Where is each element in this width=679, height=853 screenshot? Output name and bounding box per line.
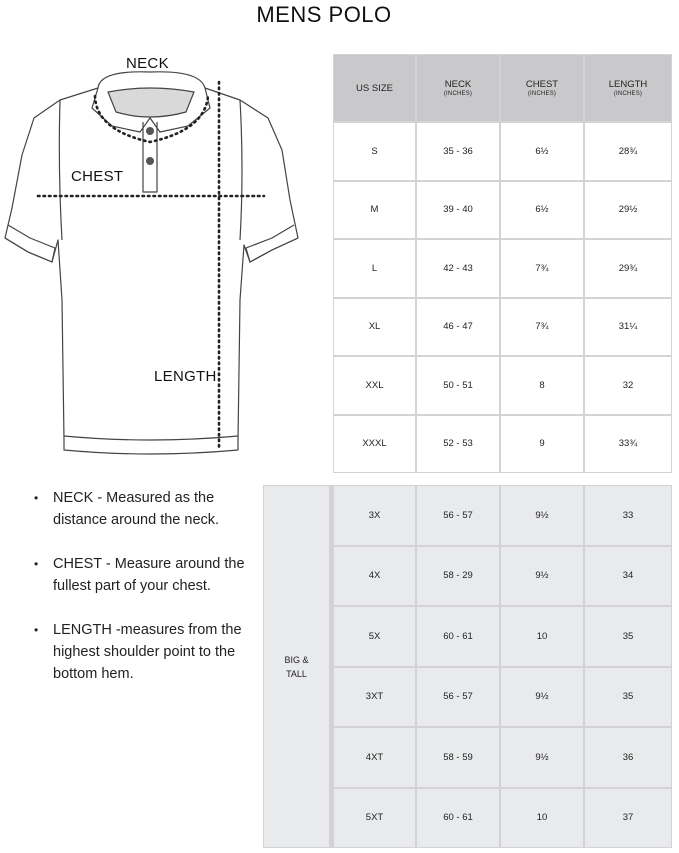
big-tall-cell-length: 35 [585, 607, 671, 666]
table-cell-neck: 46 - 47 [417, 299, 499, 356]
table-header-cell [501, 55, 583, 121]
table-cell-neck: 52 - 53 [417, 416, 499, 473]
note-text: CHEST - Measure around the fullest part of your chest. [53, 556, 245, 594]
measurement-notes [30, 487, 245, 707]
big-tall-cell-neck: 56 - 57 [417, 668, 499, 727]
big-tall-cell-neck: 56 - 57 [417, 486, 499, 545]
table-cell-chest: 9 [501, 416, 583, 473]
big-tall-cell-size: 4X [334, 547, 415, 606]
big-tall-cell-size: 4XT [334, 728, 415, 787]
big-tall-cell-neck: 60 - 61 [417, 789, 499, 848]
note-item [30, 553, 245, 597]
table-cell-chest: 7¾ [501, 240, 583, 297]
table-header-unit: (INCHES) [527, 90, 557, 97]
note-item [30, 487, 245, 531]
big-tall-cell-chest: 10 [501, 789, 583, 848]
big-tall-cell-neck: 60 - 61 [417, 607, 499, 666]
big-tall-cell-chest: 10 [501, 607, 583, 666]
big-tall-cell-length: 34 [585, 547, 671, 606]
button-icon [146, 157, 154, 165]
length-label: LENGTH [154, 368, 217, 385]
big-tall-label-line2: TALL [286, 668, 307, 679]
table-cell-neck: 35 - 36 [417, 123, 499, 180]
note-text: LENGTH -measures from the highest shoulder point to the bottom hem. [53, 622, 242, 682]
bullet-icon: • [34, 557, 39, 571]
big-tall-cell-chest: 9½ [501, 547, 583, 606]
big-tall-cell-neck: 58 - 59 [417, 728, 499, 787]
table-header-cell [334, 55, 415, 121]
big-tall-cell-length: 36 [585, 728, 671, 787]
note-text: NECK - Measured as the distance around the neck. [53, 490, 220, 528]
table-cell-size: XXL [334, 357, 415, 414]
big-tall-cell-neck: 58 - 29 [417, 547, 499, 606]
big-tall-cell-size: 3XT [334, 668, 415, 727]
table-cell-chest: 8 [501, 357, 583, 414]
big-tall-cell-length: 35 [585, 668, 671, 727]
table-header-unit: (INCHES) [613, 90, 643, 97]
bullet-icon: • [34, 491, 39, 505]
bullet-icon: • [34, 623, 39, 637]
table-cell-length: 29¾ [585, 240, 671, 297]
table-header-label: NECK [444, 78, 472, 90]
big-tall-cell-length: 37 [585, 789, 671, 848]
big-tall-label-line1: BIG & [284, 654, 309, 665]
table-cell-length: 33¾ [585, 416, 671, 473]
big-tall-cell-chest: 9½ [501, 486, 583, 545]
table-cell-size: S [334, 123, 415, 180]
table-cell-chest: 7¾ [501, 299, 583, 356]
table-cell-size: M [334, 182, 415, 239]
big-tall-cell-chest: 9½ [501, 668, 583, 727]
big-tall-cell-size: 3X [334, 486, 415, 545]
table-header-label: US SIZE [356, 82, 393, 94]
table-header-cell [585, 55, 671, 121]
big-tall-cell-size: 5XT [334, 789, 415, 848]
big-tall-cell-size: 5X [334, 607, 415, 666]
table-cell-length: 32 [585, 357, 671, 414]
button-icon [146, 127, 154, 135]
table-header-label: CHEST [525, 78, 559, 90]
neck-label: NECK [126, 55, 169, 72]
polo-shirt-icon [0, 50, 310, 470]
table-cell-length: 28¾ [585, 123, 671, 180]
table-cell-neck: 50 - 51 [417, 357, 499, 414]
table-header-unit: (INCHES) [443, 90, 473, 97]
big-tall-cell-length: 33 [585, 486, 671, 545]
table-cell-neck: 42 - 43 [417, 240, 499, 297]
table-cell-chest: 6½ [501, 182, 583, 239]
table-cell-size: XL [334, 299, 415, 356]
table-header-cell [417, 55, 499, 121]
big-tall-cell-chest: 9½ [501, 728, 583, 787]
table-cell-chest: 6½ [501, 123, 583, 180]
table-cell-length: 29½ [585, 182, 671, 239]
page-title: MENS POLO [256, 2, 392, 27]
note-item [30, 619, 245, 685]
table-cell-length: 31¼ [585, 299, 671, 356]
table-header-label: LENGTH [608, 78, 648, 90]
big-tall-label [264, 486, 329, 847]
table-cell-size: XXXL [334, 416, 415, 473]
table-cell-neck: 39 - 40 [417, 182, 499, 239]
table-cell-size: L [334, 240, 415, 297]
chest-label: CHEST [71, 168, 124, 185]
